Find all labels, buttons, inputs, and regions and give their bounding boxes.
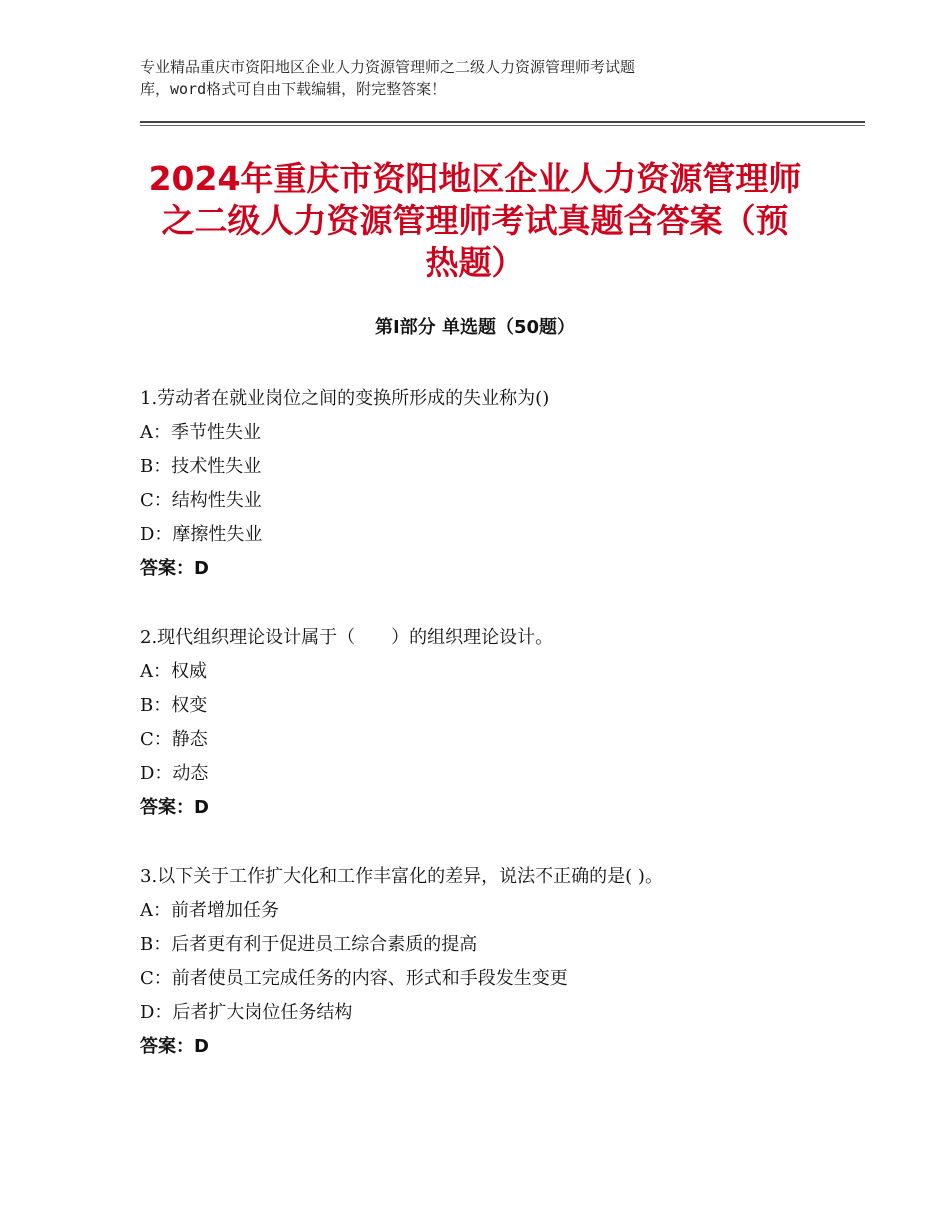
header-note xyxy=(140,56,820,100)
question-2 xyxy=(140,621,860,825)
title-line: 2024年重庆市资阳地区企业人力资源管理师 xyxy=(148,159,802,198)
header-note-line: 库，word格式可自由下载编辑，附完整答案！ xyxy=(140,80,447,98)
answer-line: 答案：D xyxy=(140,1036,209,1057)
question-stem: 3.以下关于工作扩大化和工作丰富化的差异，说法不正确的是( )。 xyxy=(140,866,663,887)
option-c: C：前者使员工完成任务的内容、形式和手段发生变更 xyxy=(140,968,568,989)
answer-line: 答案：D xyxy=(140,797,209,818)
title-line: 之二级人力资源管理师考试真题含答案（预 xyxy=(161,201,789,240)
option-c: C：静态 xyxy=(140,729,208,750)
header-note-line: 专业精品重庆市资阳地区企业人力资源管理师之二级人力资源管理师考试题 xyxy=(140,58,636,76)
option-d: D：动态 xyxy=(140,763,209,784)
document-title xyxy=(130,158,820,284)
answer-line: 答案：D xyxy=(140,558,209,579)
question-stem: 2.现代组织理论设计属于（ ）的组织理论设计。 xyxy=(140,627,554,648)
option-a: A：前者增加任务 xyxy=(140,900,279,921)
option-b: B：后者更有利于促进员工综合素质的提高 xyxy=(140,934,478,955)
option-b: B：权变 xyxy=(140,695,208,716)
question-3 xyxy=(140,860,860,1064)
question-1 xyxy=(140,382,860,586)
option-d: D：后者扩大岗位任务结构 xyxy=(140,1002,353,1023)
option-d: D：摩擦性失业 xyxy=(140,524,263,545)
section-heading: 第Ⅰ部分 单选题（50题） xyxy=(374,317,575,338)
option-c: C：结构性失业 xyxy=(140,490,262,511)
option-b: B：技术性失业 xyxy=(140,456,262,477)
title-line: 热题） xyxy=(425,243,525,282)
header-divider-thin xyxy=(140,125,865,126)
header-divider-thick xyxy=(140,121,865,123)
question-stem: 1.劳动者在就业岗位之间的变换所形成的失业称为() xyxy=(140,388,550,409)
option-a: A：权威 xyxy=(140,661,207,682)
option-a: A：季节性失业 xyxy=(140,422,261,443)
